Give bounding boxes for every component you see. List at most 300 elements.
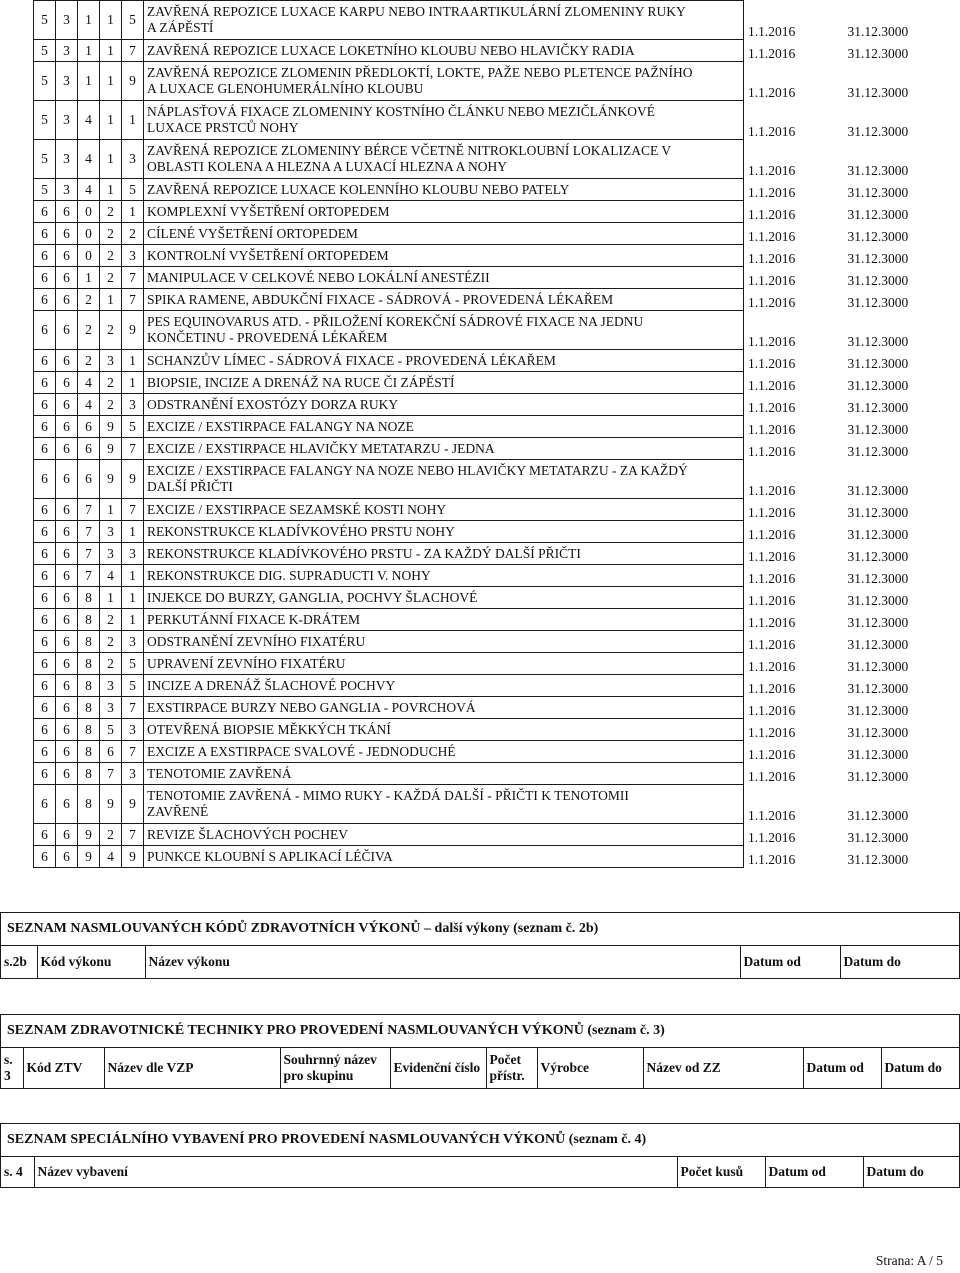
code-digit: 2	[100, 394, 122, 416]
code-digit: 6	[34, 311, 56, 350]
procedure-name-line-1: CÍLENÉ VYŠETŘENÍ ORTOPEDEM	[147, 225, 358, 241]
procedure-name	[144, 565, 744, 587]
procedure-name-line-1: OTEVŘENÁ BIOPSIE MĚKKÝCH TKÁNÍ	[147, 721, 391, 737]
procedure-name	[144, 179, 744, 201]
code-digit: 3	[56, 40, 78, 62]
code-digit: 2	[100, 372, 122, 394]
code-digit: 1	[122, 609, 144, 631]
procedure-name-line-1: REVIZE ŠLACHOVÝCH POCHEV	[147, 826, 349, 842]
code-digit: 1	[122, 565, 144, 587]
date-from: 1.1.2016	[748, 272, 796, 288]
procedure-name-line-1: INJEKCE DO BURZY, GANGLIA, POCHVY ŠLACHOVÉ	[147, 589, 478, 605]
procedure-name-line-1: KONTROLNÍ VYŠETŘENÍ ORTOPEDEM	[147, 247, 389, 263]
procedure-name-line-2: OBLASTI KOLENA A HLEZNA A LUXACÍ HLEZNA A NOHY	[147, 159, 507, 174]
code-digit: 6	[78, 460, 100, 499]
procedure-name	[144, 763, 744, 785]
code-digit: 7	[122, 438, 144, 460]
procedure-name	[144, 741, 744, 763]
code-digit: 7	[122, 289, 144, 311]
code-digit: 6	[34, 438, 56, 460]
procedure-name-line-1: NÁPLASŤOVÁ FIXACE ZLOMENINY KOSTNÍHO ČLÁNKU NEBO MEZIČLÁNKOVÉ	[147, 104, 655, 119]
date-to: 31.12.3000	[847, 162, 909, 178]
code-digit: 3	[100, 350, 122, 372]
code-digit: 3	[56, 1, 78, 40]
procedure-name	[144, 201, 744, 223]
code-digit: 6	[34, 785, 56, 824]
code-digit: 4	[78, 372, 100, 394]
procedure-name	[144, 785, 744, 824]
table-row	[34, 267, 927, 289]
code-digit: 2	[100, 824, 122, 846]
procedure-name	[144, 499, 744, 521]
code-digit: 3	[122, 543, 144, 565]
code-digit: 7	[78, 521, 100, 543]
code-digit: 3	[122, 140, 144, 179]
procedure-name-line-1: ZAVŘENÁ REPOZICE LUXACE KOLENNÍHO KLOUBU NEBO PATELY	[147, 181, 570, 197]
procedure-name	[144, 40, 744, 62]
col-header: Datum od	[740, 946, 840, 978]
code-digit: 9	[122, 785, 144, 824]
code-digit: 6	[34, 201, 56, 223]
code-digit: 1	[78, 62, 100, 101]
code-digit: 1	[122, 101, 144, 140]
code-digit: 5	[122, 653, 144, 675]
date-from: 1.1.2016	[748, 421, 796, 437]
col-header: Datum do	[840, 946, 959, 978]
section-4	[0, 1123, 960, 1188]
section-4-header-table	[1, 1157, 959, 1187]
code-digit: 6	[34, 289, 56, 311]
code-digit: 7	[78, 565, 100, 587]
procedure-name-line-2: A LUXACE GLENOHUMERÁLNÍHO KLOUBU	[147, 81, 424, 96]
procedure-name-line-1: ZAVŘENÁ REPOZICE ZLOMENINY BÉRCE VČETNĚ NITROKLOUBNÍ LOKALIZACE V	[147, 143, 672, 158]
date-to: 31.12.3000	[847, 23, 909, 39]
procedure-name	[144, 697, 744, 719]
date-from: 1.1.2016	[748, 45, 796, 61]
table-row	[34, 460, 927, 499]
code-digit: 7	[122, 697, 144, 719]
code-digit: 6	[34, 372, 56, 394]
date-to: 31.12.3000	[847, 548, 909, 564]
code-digit: 4	[78, 101, 100, 140]
procedure-name	[144, 653, 744, 675]
procedure-name	[144, 587, 744, 609]
code-digit: 0	[78, 223, 100, 245]
code-digit: 5	[34, 62, 56, 101]
procedure-name-line-2: DALŠÍ PŘIČTI	[147, 479, 233, 494]
col-header: Název dle VZP	[104, 1048, 280, 1088]
table-row	[34, 416, 927, 438]
code-digit: 9	[122, 62, 144, 101]
section-3-title: SEZNAM ZDRAVOTNICKÉ TECHNIKY PRO PROVEDENÍ NASMLOUVANÝCH VÝKONŮ (seznam č. 3)	[1, 1015, 959, 1048]
code-digit: 1	[78, 40, 100, 62]
date-from: 1.1.2016	[748, 228, 796, 244]
code-digit: 1	[100, 101, 122, 140]
date-from: 1.1.2016	[748, 123, 796, 139]
procedure-name	[144, 631, 744, 653]
code-digit: 6	[56, 697, 78, 719]
date-to: 31.12.3000	[847, 294, 909, 310]
procedure-name	[144, 140, 744, 179]
date-from: 1.1.2016	[748, 399, 796, 415]
code-digit: 3	[100, 675, 122, 697]
table-row	[34, 62, 927, 101]
col-header: Datum od	[803, 1048, 881, 1088]
date-from: 1.1.2016	[748, 162, 796, 178]
code-digit: 9	[122, 460, 144, 499]
procedure-name	[144, 223, 744, 245]
procedure-name-line-1: REKONSTRUKCE DIG. SUPRADUCTI V. NOHY	[147, 567, 431, 583]
table-row	[34, 40, 927, 62]
code-digit: 6	[56, 245, 78, 267]
code-digit: 9	[78, 846, 100, 868]
code-digit: 3	[100, 521, 122, 543]
code-digit: 5	[122, 179, 144, 201]
code-digit: 1	[100, 179, 122, 201]
date-to: 31.12.3000	[847, 746, 909, 762]
procedure-name-line-1: SCHANZŮV LÍMEC - SÁDROVÁ FIXACE - PROVEDENÁ LÉKAŘEM	[147, 352, 556, 368]
code-digit: 7	[122, 741, 144, 763]
code-digit: 3	[122, 719, 144, 741]
table-row	[34, 140, 927, 179]
code-digit: 6	[56, 543, 78, 565]
code-digit: 5	[34, 101, 56, 140]
procedure-name-line-1: TENOTOMIE ZAVŘENÁ	[147, 765, 292, 781]
table-row	[34, 587, 927, 609]
procedure-name-line-1: EXSTIRPACE BURZY NEBO GANGLIA - POVRCHOVÁ	[147, 699, 476, 715]
date-from: 1.1.2016	[748, 184, 796, 200]
date-to: 31.12.3000	[847, 526, 909, 542]
code-digit: 5	[34, 179, 56, 201]
date-to: 31.12.3000	[847, 592, 909, 608]
code-digit: 6	[56, 587, 78, 609]
code-digit: 3	[122, 631, 144, 653]
code-digit: 6	[78, 416, 100, 438]
code-digit: 4	[78, 394, 100, 416]
code-digit: 6	[78, 438, 100, 460]
procedure-name-line-1: KOMPLEXNÍ VYŠETŘENÍ ORTOPEDEM	[147, 203, 390, 219]
code-digit: 2	[100, 267, 122, 289]
table-row	[34, 201, 927, 223]
date-to: 31.12.3000	[847, 724, 909, 740]
procedure-name-line-1: EXCIZE / EXSTIRPACE FALANGY NA NOZE NEBO HLAVIČKY METATARZU - ZA KAŽDÝ	[147, 463, 688, 478]
date-from: 1.1.2016	[748, 23, 796, 39]
procedure-name	[144, 1, 744, 40]
procedure-name-line-2: LUXACE PRSTCŮ NOHY	[147, 120, 299, 135]
date-from: 1.1.2016	[748, 250, 796, 266]
col-header: s. 3	[1, 1048, 23, 1088]
col-header: Název od ZZ	[643, 1048, 803, 1088]
code-digit: 3	[122, 394, 144, 416]
code-digit: 8	[78, 719, 100, 741]
code-digit: 6	[34, 609, 56, 631]
procedure-name	[144, 543, 744, 565]
code-digit: 1	[100, 499, 122, 521]
table-row	[34, 499, 927, 521]
table-row	[34, 289, 927, 311]
code-digit: 5	[34, 140, 56, 179]
code-digit: 6	[56, 416, 78, 438]
date-to: 31.12.3000	[847, 228, 909, 244]
code-digit: 6	[56, 499, 78, 521]
code-digit: 5	[122, 675, 144, 697]
section-2b-header-table	[1, 946, 959, 978]
col-header: s. 4	[1, 1157, 34, 1187]
code-digit: 8	[78, 763, 100, 785]
code-digit: 6	[34, 245, 56, 267]
date-to: 31.12.3000	[847, 482, 909, 498]
code-digit: 3	[100, 543, 122, 565]
code-digit: 5	[122, 416, 144, 438]
procedure-name-line-1: TENOTOMIE ZAVŘENÁ - MIMO RUKY - KAŽDÁ DALŠÍ - PŘIČTI K TENOTOMII	[147, 788, 629, 803]
procedure-name	[144, 372, 744, 394]
code-digit: 6	[34, 267, 56, 289]
code-digit: 5	[34, 1, 56, 40]
date-from: 1.1.2016	[748, 333, 796, 349]
date-from: 1.1.2016	[748, 829, 796, 845]
code-digit: 1	[122, 587, 144, 609]
code-digit: 4	[78, 140, 100, 179]
table-row	[34, 245, 927, 267]
code-digit: 9	[122, 846, 144, 868]
col-header: Souhrnný název pro skupinu	[280, 1048, 390, 1088]
code-digit: 6	[56, 460, 78, 499]
code-digit: 6	[100, 741, 122, 763]
date-to: 31.12.3000	[847, 768, 909, 784]
code-digit: 6	[56, 763, 78, 785]
code-digit: 9	[100, 416, 122, 438]
procedure-name	[144, 267, 744, 289]
code-digit: 1	[100, 62, 122, 101]
date-from: 1.1.2016	[748, 614, 796, 630]
procedure-name-line-1: ODSTRANĚNÍ ZEVNÍHO FIXATÉRU	[147, 633, 366, 649]
procedure-name-line-2: KONČETINU - PROVEDENÁ LÉKAŘEM	[147, 330, 388, 345]
code-digit: 2	[100, 245, 122, 267]
code-digit: 6	[34, 675, 56, 697]
code-digit: 9	[122, 311, 144, 350]
code-digit: 6	[56, 223, 78, 245]
table-row	[34, 372, 927, 394]
code-digit: 6	[34, 521, 56, 543]
code-digit: 1	[78, 1, 100, 40]
code-digit: 1	[122, 201, 144, 223]
code-digit: 6	[56, 372, 78, 394]
col-header: Datum od	[765, 1157, 863, 1187]
code-digit: 8	[78, 653, 100, 675]
code-digit: 2	[78, 311, 100, 350]
procedure-name-line-1: ODSTRANĚNÍ EXOSTÓZY DORZA RUKY	[147, 396, 399, 412]
code-digit: 9	[100, 438, 122, 460]
code-digit: 6	[34, 543, 56, 565]
code-digit: 6	[34, 631, 56, 653]
date-to: 31.12.3000	[847, 84, 909, 100]
date-to: 31.12.3000	[847, 658, 909, 674]
col-header: Kód ZTV	[23, 1048, 104, 1088]
procedure-name-line-1: ZAVŘENÁ REPOZICE ZLOMENIN PŘEDLOKTÍ, LOKTE, PAŽE NEBO PLETENCE PAŽNÍHO	[147, 65, 693, 80]
section-2b-title: SEZNAM NASMLOUVANÝCH KÓDŮ ZDRAVOTNÍCH VÝKONŮ – další výkony (seznam č. 2b)	[1, 913, 959, 946]
code-digit: 6	[56, 609, 78, 631]
code-digit: 6	[56, 631, 78, 653]
code-digit: 4	[78, 179, 100, 201]
date-from: 1.1.2016	[748, 84, 796, 100]
procedure-name-line-1: EXCIZE / EXSTIRPACE FALANGY NA NOZE	[147, 418, 414, 434]
date-to: 31.12.3000	[847, 355, 909, 371]
code-digit: 2	[122, 223, 144, 245]
code-digit: 6	[34, 350, 56, 372]
procedure-name	[144, 460, 744, 499]
date-to: 31.12.3000	[847, 614, 909, 630]
code-digit: 8	[78, 587, 100, 609]
date-from: 1.1.2016	[748, 294, 796, 310]
procedure-name-line-1: PES EQUINOVARUS ATD. - PŘILOŽENÍ KOREKČNÍ SÁDROVÉ FIXACE NA JEDNU	[147, 314, 644, 329]
date-from: 1.1.2016	[748, 807, 796, 823]
code-digit: 6	[34, 565, 56, 587]
date-from: 1.1.2016	[748, 206, 796, 222]
section-3	[0, 1014, 960, 1089]
date-to: 31.12.3000	[847, 504, 909, 520]
code-digit: 5	[100, 719, 122, 741]
date-from: 1.1.2016	[748, 526, 796, 542]
date-from: 1.1.2016	[748, 702, 796, 718]
section-2b	[0, 912, 960, 979]
code-digit: 7	[122, 267, 144, 289]
procedure-name-line-1: UPRAVENÍ ZEVNÍHO FIXATÉRU	[147, 655, 346, 671]
code-digit: 1	[100, 140, 122, 179]
table-row	[34, 101, 927, 140]
procedure-name	[144, 101, 744, 140]
code-digit: 6	[34, 719, 56, 741]
date-from: 1.1.2016	[748, 377, 796, 393]
date-to: 31.12.3000	[847, 702, 909, 718]
procedure-name	[144, 289, 744, 311]
code-digit: 2	[100, 311, 122, 350]
code-digit: 1	[122, 372, 144, 394]
table-row	[34, 311, 927, 350]
code-digit: 7	[78, 543, 100, 565]
col-header: Název vybavení	[34, 1157, 677, 1187]
date-to: 31.12.3000	[847, 851, 909, 867]
code-digit: 6	[56, 846, 78, 868]
col-header: Počet přístr.	[486, 1048, 537, 1088]
col-header: Počet kusů	[677, 1157, 765, 1187]
col-header: Datum do	[881, 1048, 959, 1088]
code-digit: 2	[100, 201, 122, 223]
procedure-name-line-1: INCIZE A DRENÁŽ ŠLACHOVÉ POCHVY	[147, 677, 396, 693]
date-to: 31.12.3000	[847, 45, 909, 61]
code-digit: 6	[56, 289, 78, 311]
table-row	[34, 785, 927, 824]
code-digit: 6	[34, 499, 56, 521]
date-from: 1.1.2016	[748, 482, 796, 498]
code-digit: 9	[100, 785, 122, 824]
procedure-name	[144, 62, 744, 101]
code-digit: 6	[56, 565, 78, 587]
code-digit: 2	[78, 350, 100, 372]
code-digit: 6	[56, 785, 78, 824]
code-digit: 7	[122, 499, 144, 521]
code-digit: 5	[122, 1, 144, 40]
procedure-name-line-1: ZAVŘENÁ REPOZICE LUXACE KARPU NEBO INTRAARTIKULÁRNÍ ZLOMENINY RUKY	[147, 4, 686, 19]
date-from: 1.1.2016	[748, 636, 796, 652]
procedure-name	[144, 438, 744, 460]
table-row	[34, 521, 927, 543]
procedure-name-line-1: BIOPSIE, INCIZE A DRENÁŽ NA RUCE ČI ZÁPĚSTÍ	[147, 374, 455, 390]
code-digit: 6	[34, 741, 56, 763]
date-from: 1.1.2016	[748, 592, 796, 608]
date-to: 31.12.3000	[847, 272, 909, 288]
code-digit: 1	[100, 40, 122, 62]
date-from: 1.1.2016	[748, 680, 796, 696]
date-to: 31.12.3000	[847, 250, 909, 266]
code-digit: 4	[100, 846, 122, 868]
code-digit: 9	[100, 460, 122, 499]
code-digit: 3	[100, 697, 122, 719]
code-digit: 6	[56, 201, 78, 223]
date-to: 31.12.3000	[847, 570, 909, 586]
code-digit: 7	[122, 40, 144, 62]
date-to: 31.12.3000	[847, 333, 909, 349]
table-row	[34, 438, 927, 460]
date-to: 31.12.3000	[847, 680, 909, 696]
date-from: 1.1.2016	[748, 658, 796, 674]
procedure-name-line-1: EXCIZE / EXSTIRPACE HLAVIČKY METATARZU - JEDNA	[147, 440, 495, 456]
code-digit: 4	[100, 565, 122, 587]
date-from: 1.1.2016	[748, 548, 796, 564]
code-digit: 1	[100, 1, 122, 40]
table-row	[34, 653, 927, 675]
procedure-name	[144, 245, 744, 267]
procedure-name	[144, 846, 744, 868]
table-row	[34, 394, 927, 416]
code-digit: 6	[56, 350, 78, 372]
table-row	[34, 824, 927, 846]
code-digit: 6	[34, 763, 56, 785]
code-digit: 6	[56, 311, 78, 350]
code-digit: 1	[122, 521, 144, 543]
col-header: Výrobce	[537, 1048, 643, 1088]
procedure-name-line-1: REKONSTRUKCE KLADÍVKOVÉHO PRSTU - ZA KAŽDÝ DALŠÍ PŘIČTI	[147, 545, 581, 561]
code-digit: 1	[100, 289, 122, 311]
date-to: 31.12.3000	[847, 636, 909, 652]
procedure-name	[144, 350, 744, 372]
date-from: 1.1.2016	[748, 570, 796, 586]
code-digit: 6	[34, 416, 56, 438]
code-digit: 6	[56, 394, 78, 416]
date-to: 31.12.3000	[847, 206, 909, 222]
code-digit: 3	[122, 245, 144, 267]
code-digit: 2	[100, 223, 122, 245]
code-digit: 6	[56, 675, 78, 697]
code-digit: 8	[78, 785, 100, 824]
date-to: 31.12.3000	[847, 123, 909, 139]
table-row	[34, 631, 927, 653]
date-from: 1.1.2016	[748, 746, 796, 762]
procedure-name	[144, 675, 744, 697]
section-4-title: SEZNAM SPECIÁLNÍHO VYBAVENÍ PRO PROVEDENÍ NASMLOUVANÝCH VÝKONŮ (seznam č. 4)	[1, 1124, 959, 1157]
code-digit: 7	[78, 499, 100, 521]
code-digit: 1	[78, 267, 100, 289]
col-header: s.2b	[1, 946, 37, 978]
code-digit: 6	[34, 587, 56, 609]
date-from: 1.1.2016	[748, 504, 796, 520]
procedure-name	[144, 609, 744, 631]
code-digit: 6	[56, 653, 78, 675]
procedure-name	[144, 824, 744, 846]
date-from: 1.1.2016	[748, 355, 796, 371]
procedure-name	[144, 394, 744, 416]
procedure-name-line-1: PUNKCE KLOUBNÍ S APLIKACÍ LÉČIVA	[147, 848, 393, 864]
code-digit: 2	[100, 631, 122, 653]
